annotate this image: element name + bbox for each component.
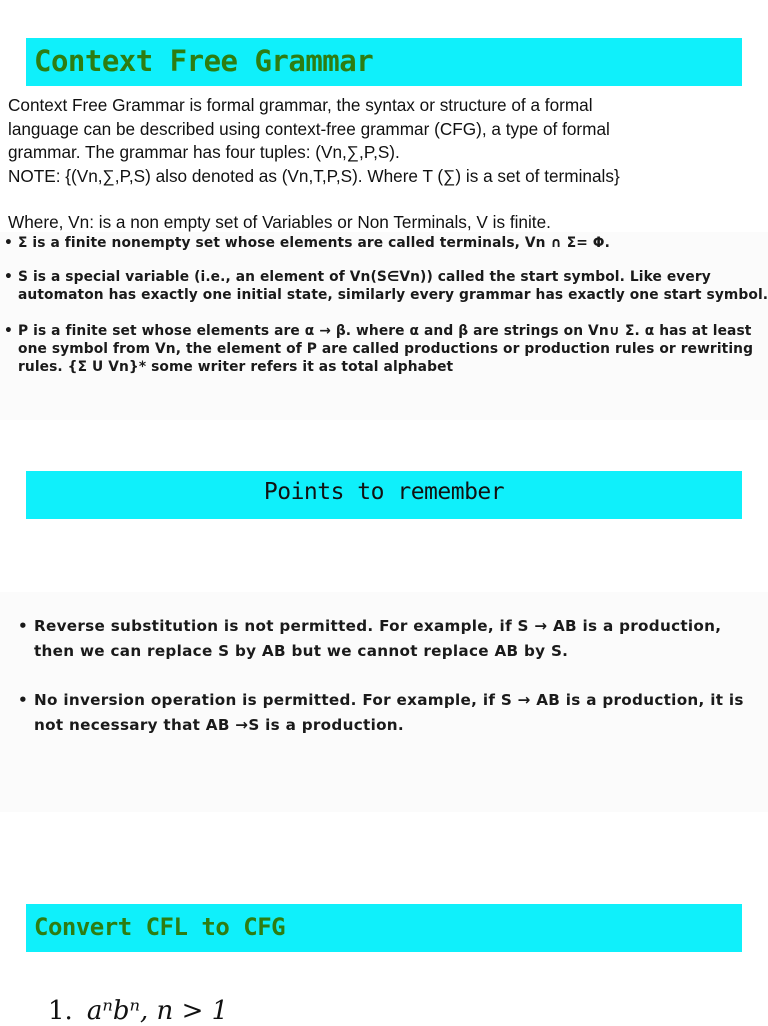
section-title: Convert CFL to CFG — [34, 913, 286, 941]
list-item — [4, 234, 766, 252]
section-banner-convert-cfl-to-cfg — [26, 904, 742, 952]
points-bullet-list — [18, 614, 766, 762]
intro-line: grammar. The grammar has four tuples: (Vn,∑,P,S). — [8, 142, 400, 162]
list-item — [18, 688, 766, 738]
bullet-line: No inversion operation is permitted. For example, if S → AB is a production, it is — [34, 691, 744, 709]
bullet-line: S is a special variable (i.e., an element of Vn(S∈Vn)) called the start symbol. Like every — [18, 269, 711, 285]
section-banner-points-to-remember — [26, 471, 742, 519]
bullet-line: automaton has exactly one initial state, similarly every grammar has exactly one start symbol. — [18, 287, 768, 303]
bullet-icon: • — [18, 617, 29, 635]
intro-line: NOTE: {(Vn,∑,P,S) also denoted as (Vn,T,P,S). Where T (∑) is a set of terminals} — [8, 165, 620, 186]
bullet-icon: • — [4, 323, 13, 339]
bullet-line: then we can replace S by AB but we cannot replace AB by S. — [34, 642, 569, 660]
bullet-icon: • — [18, 691, 29, 709]
intro-paragraph — [8, 94, 760, 235]
section-title: Points to remember — [263, 479, 505, 505]
section-banner-context-free-grammar — [26, 38, 742, 86]
intro-line: language can be described using context-free grammar (CFG), a type of formal — [8, 118, 610, 139]
intro-line: Context Free Grammar is formal grammar, the syntax or structure of a formal — [8, 95, 593, 115]
bullet-line: Σ is a finite nonempty set whose elements are called terminals, Vn ∩ Σ= Φ. — [18, 235, 610, 251]
where-line: Where, Vn: is a non empty set of Variables or Non Terminals, V is finite. — [8, 212, 551, 232]
numbered-formula — [48, 996, 228, 1026]
bullet-line: not necessary that AB →S is a production. — [34, 716, 404, 734]
list-item — [4, 322, 766, 376]
list-item — [4, 268, 766, 304]
bullet-line: rules. {Σ U Vn}* some writer refers it as total alphabet — [18, 359, 454, 375]
bullet-icon: • — [4, 235, 13, 251]
section-title: Context Free Grammar — [34, 44, 374, 78]
bullet-line: P is a finite set whose elements are α → β. where α and β are strings on Vn∪ Σ. α has at least — [18, 323, 752, 339]
formula-text: aⁿbⁿ, n > 1 — [86, 996, 229, 1026]
bullet-icon: • — [4, 269, 13, 285]
definition-bullet-list — [4, 234, 766, 394]
list-item — [18, 614, 766, 664]
bullet-line: one symbol from Vn, the element of P are called productions or production rules or rewriting — [18, 341, 754, 357]
item-number: 1. — [48, 996, 73, 1026]
bullet-line: Reverse substitution is not permitted. For example, if S → AB is a production, — [34, 617, 722, 635]
